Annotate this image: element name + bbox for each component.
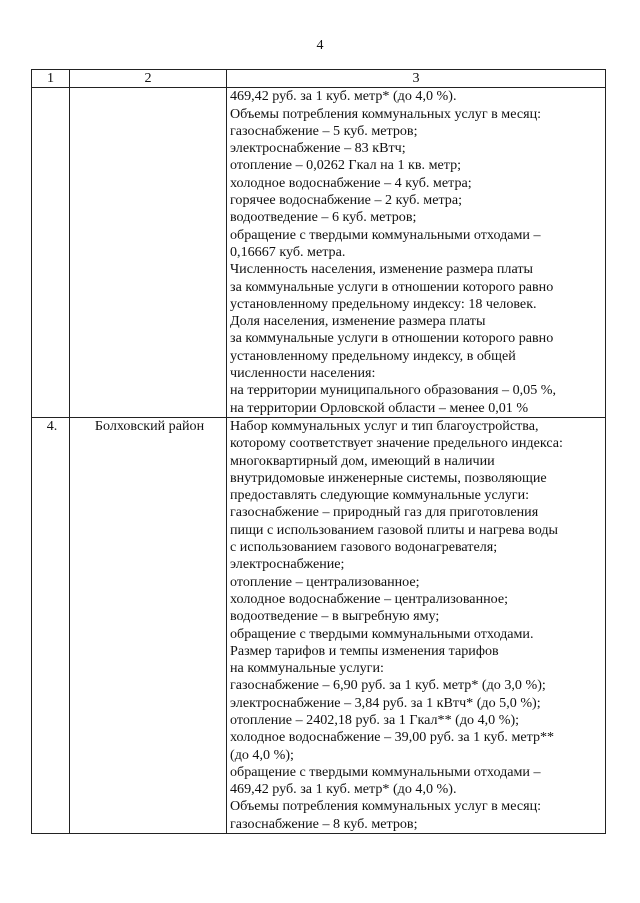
- text-line: газоснабжение – 8 куб. метров;: [230, 815, 418, 832]
- table-header-row: [32, 70, 606, 88]
- tariff-table: [31, 69, 606, 834]
- text-line: Размер тарифов и темпы изменения тарифов: [230, 642, 499, 659]
- text-line: предоставлять следующие коммунальные услуги:: [230, 487, 530, 504]
- text-line: электроснабжение – 3,84 руб. за 1 кВтч* (до 5,0 %);: [230, 694, 541, 711]
- text-line: с использованием газового водонагревателя;: [230, 539, 498, 556]
- table-row-4: [32, 417, 606, 833]
- page-number: 4: [316, 38, 324, 53]
- text-line: которому соответствует значение предельного индекса:: [230, 435, 563, 452]
- table-row-continued: [32, 88, 606, 418]
- description-cell: [227, 417, 606, 833]
- text-line: холодное водоснабжение – централизованное;: [230, 590, 509, 607]
- row-number-cell: [32, 88, 70, 418]
- text-line: обращение с твердыми коммунальными отходами.: [230, 625, 534, 642]
- text-line: холодное водоснабжение – 4 куб. метра;: [230, 174, 472, 191]
- description-cell: [227, 88, 606, 418]
- text-line: на территории Орловской области – менее 0,01 %: [230, 399, 529, 416]
- row-number-cell: 4.: [32, 417, 70, 833]
- text-line: Набор коммунальных услуг и тип благоустройства,: [230, 417, 539, 434]
- text-line: 469,42 руб. за 1 куб. метр* (до 4,0 %).: [230, 88, 457, 105]
- text-line: водоотведение – 6 куб. метров;: [230, 209, 417, 226]
- text-line: внутридомовые инженерные системы, позволяющие: [230, 469, 547, 486]
- text-line: 469,42 руб. за 1 куб. метр* (до 4,0 %).: [230, 781, 457, 798]
- text-line: водоотведение – в выгребную яму;: [230, 608, 440, 625]
- text-line: Объемы потребления коммунальных услуг в месяц:: [230, 798, 542, 815]
- text-line: отопление – 0,0262 Гкал на 1 кв. метр;: [230, 157, 462, 174]
- text-line: численности населения:: [230, 365, 376, 382]
- text-line: обращение с твердыми коммунальными отходами –: [230, 763, 541, 780]
- district-cell: Болховский район: [70, 417, 227, 833]
- text-line: горячее водоснабжение – 2 куб. метра;: [230, 192, 463, 209]
- text-line: отопление – централизованное;: [230, 573, 420, 590]
- header-col-3: 3: [227, 70, 606, 88]
- text-line: многоквартирный дом, имеющий в наличии: [230, 452, 495, 469]
- text-line: Доля населения, изменение размера платы: [230, 313, 486, 330]
- text-line: холодное водоснабжение – 39,00 руб. за 1 куб. метр**: [230, 729, 555, 746]
- text-line: на коммунальные услуги:: [230, 660, 384, 677]
- text-line: отопление – 2402,18 руб. за 1 Гкал** (до 4,0 %);: [230, 711, 520, 728]
- text-line: установленному предельному индексу, в общей: [230, 347, 516, 364]
- text-line: обращение с твердыми коммунальными отходами –: [230, 226, 541, 243]
- district-cell: [70, 88, 227, 418]
- header-col-1: 1: [32, 70, 70, 88]
- text-line: Численность населения, изменение размера платы: [230, 261, 533, 278]
- text-line: газоснабжение – 5 куб. метров;: [230, 122, 418, 139]
- text-line: (до 4,0 %);: [230, 746, 294, 763]
- text-line: электроснабжение;: [230, 556, 345, 573]
- text-line: электроснабжение – 83 кВтч;: [230, 140, 406, 157]
- text-line: за коммунальные услуги в отношении которого равно: [230, 278, 554, 295]
- text-line: установленному предельному индексу: 18 человек.: [230, 295, 537, 312]
- text-line: за коммунальные услуги в отношении которого равно: [230, 330, 554, 347]
- text-line: газоснабжение – природный газ для приготовления: [230, 504, 539, 521]
- text-line: на территории муниципального образования – 0,05 %,: [230, 382, 557, 399]
- text-line: пищи с использованием газовой плиты и нагрева воды: [230, 521, 559, 538]
- text-line: 0,16667 куб. метра.: [230, 243, 346, 260]
- text-line: Объемы потребления коммунальных услуг в месяц:: [230, 105, 542, 122]
- text-line: газоснабжение – 6,90 руб. за 1 куб. метр* (до 3,0 %);: [230, 677, 546, 694]
- header-col-2: 2: [70, 70, 227, 88]
